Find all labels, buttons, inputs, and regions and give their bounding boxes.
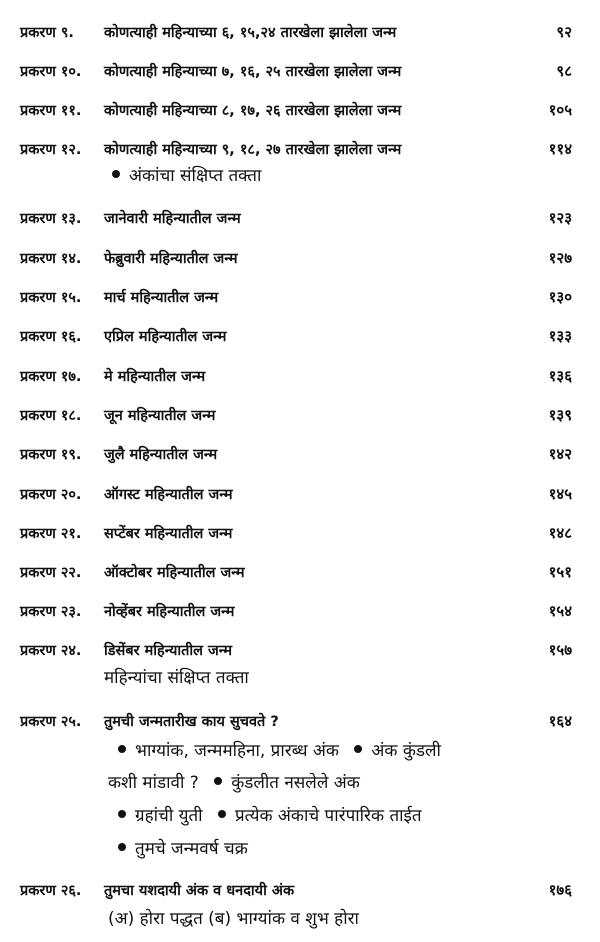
chapter-title: कोणत्याही महिन्याच्या ६, १५,२४ तारखेला झालेला जन्म (104, 25, 397, 41)
chapter-title: जानेवारी महिन्यातील जन्म (104, 211, 241, 227)
chapter-title: ऑक्टोबर महिन्यातील जन्म (104, 565, 245, 581)
chapter-title: तुमची जन्मतारीख काय सुचवते ? (104, 714, 279, 730)
subitem-ch26 (108, 906, 359, 929)
chapter-number: प्रकरण १९. (20, 447, 82, 463)
subitem-text: अंकांचा संक्षिप्त तक्ता (129, 166, 262, 186)
subitem-text: भाग्यांक, जन्ममहिना, प्रारब्ध अंक (135, 741, 339, 761)
page-number: १३९ (548, 406, 572, 424)
chapter-number: प्रकरण ११. (20, 103, 82, 119)
subitem-text: कशी मांडावी ? (108, 773, 199, 793)
page-number: १६४ (548, 712, 572, 730)
chapter-title: कोणत्याही महिन्याच्या ८, १७, २६ तारखेला झालेला जन्म (104, 103, 402, 119)
chapter-title: नोव्हेंबर महिन्यातील जन्म (104, 604, 235, 620)
chapter-number: प्रकरण १५. (20, 290, 82, 306)
page-number: १०५ (548, 101, 572, 119)
subitem-ch25-line1 (118, 738, 441, 761)
chapter-number: प्रकरण २०. (20, 487, 82, 503)
chapter-number: प्रकरण १०. (20, 64, 82, 80)
subitem-ch25-line3 (118, 803, 422, 826)
bullet-icon (118, 843, 126, 851)
page-number: १५१ (548, 563, 572, 581)
chapter-title: मे महिन्यातील जन्म (104, 369, 206, 385)
chapter-number: प्रकरण २५. (20, 714, 82, 730)
chapter-number: प्रकरण १६. (20, 329, 82, 345)
page-number: १२३ (548, 209, 572, 227)
chapter-title: कोणत्याही महिन्याच्या ७, १६, २५ तारखेला झालेला जन्म (104, 64, 402, 80)
chapter-title: जुलै महिन्यातील जन्म (104, 447, 218, 463)
chapter-number: प्रकरण १३. (20, 211, 82, 227)
chapter-number: प्रकरण २२. (20, 565, 82, 581)
subitem-ch25-line2 (108, 770, 360, 793)
page-number: १३३ (548, 327, 572, 345)
page-number: ९२ (556, 23, 572, 41)
bullet-icon (354, 745, 362, 753)
chapter-number: प्रकरण २४. (20, 643, 82, 659)
bullet-icon (112, 170, 120, 178)
chapter-number: प्रकरण २१. (20, 526, 82, 542)
page-number: १४८ (548, 524, 572, 542)
subitem-text: तुमचे जन्मवर्ष चक्र (135, 839, 248, 859)
bullet-icon (118, 810, 126, 818)
chapter-title: सप्टेंबर महिन्यातील जन्म (104, 526, 233, 542)
chapter-title: कोणत्याही महिन्याच्या ९, १८, २७ तारखेला झालेला जन्म (104, 142, 402, 158)
subitem-text: अंक कुंडली (371, 741, 441, 761)
page-number: १३० (548, 288, 572, 306)
subitem-text: प्रत्येक अंकाचे पारंपारिक ताईत (234, 806, 422, 826)
chapter-number: प्रकरण ९. (20, 25, 74, 41)
page-number: १४२ (548, 445, 572, 463)
page-number: ११४ (548, 140, 572, 158)
subitem-text: कुंडलीत नसलेले अंक (231, 773, 360, 793)
chapter-number: प्रकरण १८. (20, 408, 82, 424)
chapter-number: प्रकरण १४. (20, 251, 82, 267)
subitem-ch25-line4 (118, 836, 248, 859)
page-number: १७६ (548, 881, 572, 899)
chapter-title: एप्रिल महिन्यातील जन्म (104, 329, 227, 345)
bullet-icon (218, 810, 226, 818)
page-number: १२७ (548, 249, 572, 267)
chapter-number: प्रकरण १२. (20, 142, 82, 158)
chapter-number: प्रकरण २६. (20, 883, 82, 899)
subitem-text: (अ) होरा पद्धत (ब) भाग्यांक व शुभ होरा (108, 909, 359, 929)
chapter-title: फेब्रुवारी महिन्यातील जन्म (104, 251, 238, 267)
chapter-title: तुमचा यशदायी अंक व धनदायी अंक (104, 883, 295, 899)
page-number: १५४ (548, 602, 572, 620)
page-number: १३६ (548, 367, 572, 385)
subitem-text: ग्रहांची युती (135, 806, 203, 826)
chapter-title: जून महिन्यातील जन्म (104, 408, 216, 424)
page-number: ९८ (556, 62, 572, 80)
bullet-icon (214, 777, 222, 785)
chapter-number: प्रकरण १७. (20, 369, 82, 385)
chapter-title: डिसेंबर महिन्यातील जन्म (104, 643, 233, 659)
page-number: १४५ (548, 485, 572, 503)
chapter-number: प्रकरण २३. (20, 604, 82, 620)
chapter-title: मार्च महिन्यातील जन्म (104, 290, 219, 306)
subitem-ch24 (104, 665, 249, 688)
bullet-icon (118, 745, 126, 753)
subitem-ch12 (112, 163, 261, 186)
chapter-title: ऑगस्ट महिन्यातील जन्म (104, 487, 233, 503)
page-number: १५७ (548, 641, 572, 659)
subitem-text: महिन्यांचा संक्षिप्त तक्ता (104, 668, 249, 688)
